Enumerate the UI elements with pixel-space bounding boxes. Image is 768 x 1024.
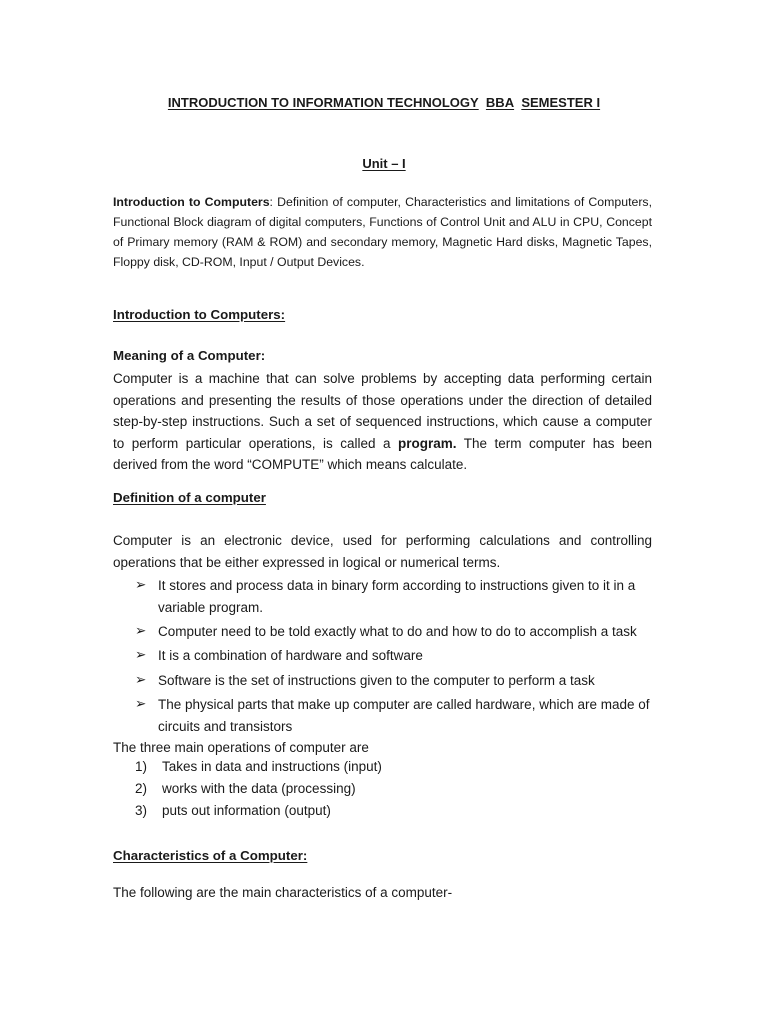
meaning-line: Computer is a machine that can solve problems by accepting data performing certain	[113, 371, 652, 386]
syllabus-label: Introduction to Computers	[113, 195, 270, 209]
syllabus-line: of Primary memory (RAM & ROM) and secondary memory, Magnetic Hard disks, Magnetic Tapes,	[113, 235, 652, 249]
bullet-arrow-icon: ➢	[135, 696, 147, 711]
meaning-line: operations and presenting the results of those operations under the direction of detailed	[113, 392, 652, 408]
operations-intro: The three main operations of computer are	[113, 740, 369, 755]
title-semester: SEMESTER I	[521, 95, 601, 110]
syllabus-paragraph	[113, 192, 652, 272]
bullet-item: It stores and process data in binary form according to instructions given to it in a variable program.	[158, 578, 636, 615]
document-title	[0, 95, 768, 110]
bullet-arrow-icon: ➢	[135, 577, 147, 592]
syllabus-line: Functional Block diagram of digital computers, Functions of Control Unit and ALU in CPU, Concept	[113, 215, 652, 229]
bullet-arrow-icon: ➢	[135, 623, 147, 638]
bullet-item: Software is the set of instructions given to the computer to perform a task	[158, 673, 595, 688]
bullet-item: It is a combination of hardware and software	[158, 648, 423, 663]
unit-heading: Unit – I	[362, 156, 406, 171]
syllabus-line: Introduction to Computers: Definition of computer, Characteristics and limitations of Computers,	[113, 195, 652, 209]
list-number: 2)	[135, 781, 148, 796]
program-term: program.	[397, 435, 457, 451]
definition-paragraph	[113, 530, 652, 573]
list-number: 3)	[135, 803, 148, 818]
operation-item: works with the data (processing)	[162, 781, 356, 796]
meaning-line: step-by-step instructions. Such a set of sequenced instructions, which cause a computer	[113, 414, 652, 429]
meaning-paragraph	[113, 368, 652, 476]
title-course: INTRODUCTION TO INFORMATION TECHNOLOGY	[167, 95, 479, 110]
definition-heading: Definition of a computer	[113, 490, 266, 505]
syllabus-line: Floppy disk, CD-ROM, Input / Output Devices.	[113, 255, 365, 269]
operation-item: puts out information (output)	[162, 803, 331, 818]
characteristics-heading: Characteristics of a Computer:	[113, 848, 308, 863]
bullet-item: The physical parts that make up computer are called hardware, which are made of circuits and transistors	[158, 697, 650, 734]
meaning-line: to perform particular operations, is called a program. The term computer has been	[113, 435, 652, 451]
definition-line: operations that be either expressed in logical or numerical terms.	[113, 554, 501, 570]
meaning-line: derived from the word “COMPUTE” which means calculate.	[113, 457, 468, 472]
meaning-heading: Meaning of a Computer:	[113, 348, 266, 363]
definition-line: Computer is an electronic device, used for performing calculations and controlling	[113, 533, 652, 548]
title-program: BBA	[485, 95, 515, 110]
bullet-arrow-icon: ➢	[135, 647, 147, 662]
list-number: 1)	[135, 759, 148, 774]
bullet-item: Computer need to be told exactly what to do and how to do to accomplish a task	[158, 624, 637, 639]
section-heading-intro: Introduction to Computers:	[113, 307, 286, 322]
characteristics-intro: The following are the main characteristics of a computer-	[113, 885, 453, 900]
bullet-arrow-icon: ➢	[135, 672, 147, 687]
operation-item: Takes in data and instructions (input)	[162, 759, 382, 774]
